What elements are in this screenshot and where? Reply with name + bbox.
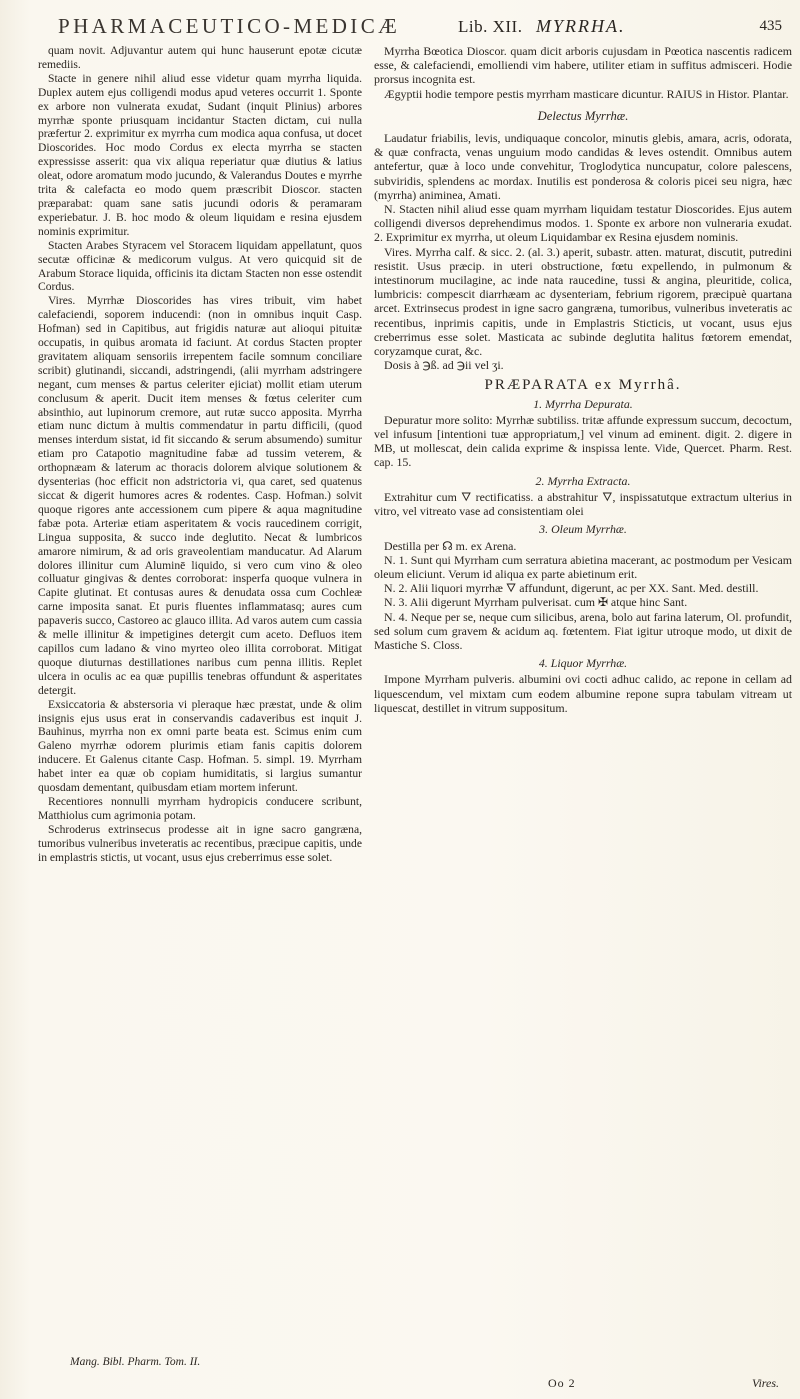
right-subheading: 1. Myrrha Depurata. bbox=[533, 396, 633, 411]
right-paragraph: Extrahitur cum 🜄 rectificatiss. a abstrahitur 🜄, inspissatutque extractum ulterius in vitro, vel vitreato vase ad consistentiam olei bbox=[374, 489, 792, 519]
right-paragraph: Dosis à ℈ß. ad ℈ii vel ʒi. bbox=[384, 358, 504, 373]
left-paragraph: Schroderus extrinsecus prodesse ait in igne sacro gangræna, tumoribus vulneribus inveteratis ac recentibus, præcipue capitis, unde in emplastris stictis, ut vocant, usus ejus creberrimus esse solet. bbox=[38, 822, 362, 864]
left-paragraph: Stacte in genere nihil aliud esse videtur quam myrrha liquida. Duplex autem ejus colligendi modus apud veteres occurrit 1. Sponte ex arbore non vulnerata exudat, Sudant (inquit Plinius) arbores myrrhæ sponte priusquam incidantur Stacten dictam, cui nulla præfertur 2. exprimitur ex myrrha cum modica aqua confusa, ut docet Dioscorides. Hoc modo Cordus ex electa myrrha se stacten expressisse asserit: qua vix aliqua reperiatur quæ diutius & latius oleat, odore aromatum modo jucundo, & Valerandus Doutes e myrrhe trita & calefacta eo modo quem præscribit Dioscor. stacten præparabat: quam sane satis jucundi odoris & peramaram experiebatur. J. B. hoc modo & oleum liquidam e resina ejusdem nominis exprimitur. bbox=[38, 71, 362, 238]
left-paragraph: Vires. Myrrhæ Dioscorides has vires tribuit, vim habet calefaciendi, soporem inducendi: (non in omnibus inquit Casp. Hofman) sed in Capitibus, aut frigidis naturæ aut alioqui pituitæ occupatis, in quibus aromata id faciunt. At cordus Stacten propter gravitatem aliquam sensoriis irrepentem facile somnum conciliare scribit) glutinandi, siccandi, adstringendi, (alii myrrham adstringere negant, cum menses & partus celeriter ejiciat) mollit etiam uterum conclusum & aperit. Ducit item menses & fœtus celeriter cum absinthio, aut lupinorum cremore, aut rutæ succo apposita. Myrrha etiam nunc dictum à multis commendatur in partu difficili, (quod menses interdum sistat, id fit siccando & serum absumendo) sumitur etiam pro Catapotio magnitudine fabæ ad tussim veterem, & orthopnæam & laterum ac thoracis dolorem alvique solutionem & dysenterias (hoc efficit non adstrictoria vi, qua caret, sed quatenus siccat & digerit humores acres & rodentes. Casp. Hofman.) solvit quoque rigores ante accessionem cum pipere & aqua magnitudine fabæ pota. Arteriæ etiam asperitatem & vocis raucedinem corrigit, Lingua supposita, & succo inde deglutito. Necat & lumbricos amarore nimirum, & ad oris graveolentiam manducatur. Ad Alarum dolores illinitur cum Aluminē liquido, si vero cum vino & oleo colluatur gingivas & dentes corroborat: insperfa quoque vulnera in Capite glutinat. Et contusas aures & denudata ossa cum Cochleæ carne imposita sanat. Et puris fluentes inflammatasq; aures cum papaveris succo, Castoreo ac glauco illita. Ad varos autem cum cassia & melle illinitur & impetigines detergit cum aceto. Defluos item capillos cum ladano & vino myrteo oleo illita corroborat. Mitigat quoque diuturnas destillationes naribus cum penna illitis. Replet ulcera in oculis ac ea quæ pupillis tenebras offundunt & asperitates detergit. bbox=[38, 294, 362, 697]
right-paragraph: N. 4. Neque per se, neque cum silicibus, arena, bolo aut farina laterum, Ol. profundit, sed solum cum gravem & acidum aq. fœtentem. Fiat igitur utroque modo, ut dixit de Mastiche S. Closs. bbox=[374, 609, 792, 652]
right-paragraph: N. 2. Alii liquori myrrhæ 🜄 affundunt, digerunt, ac per XX. Sant. Med. destill. bbox=[384, 581, 759, 596]
left-paragraph: Exsiccatoria & abstersoria vi pleraque hæc præstat, unde & olim insignis ejus usus erat in conservandis cadaveribus est inquit J. Bauhinus, myrrha non ex omni parte beata est. Scimus enim cum Galeno myrrhæ odorem plurimis etiam fanis capitis dolorem inducere. Et Galenus citante Casp. Hofman. 5. simpl. 19. Myrrham habet inter ea quæ ob copiam humiditatis, si largius sumantur quosdam dementant, quibusdam etiam mortem inferunt. bbox=[38, 697, 362, 795]
running-title: PHARMACEUTICO-MEDICÆ bbox=[58, 14, 401, 38]
left-paragraph: quam novit. Adjuvantur autem qui hunc hauserunt epotæ cicutæ remediis. bbox=[38, 44, 362, 71]
right-section-heading: PRÆPARATA ex Myrrhâ. bbox=[484, 377, 682, 394]
signature-mark: Oo 2 bbox=[548, 1376, 576, 1390]
right-paragraph: Depuratur more solito: Myrrhæ subtiliss. tritæ affunde expressum succum, decoctum, vel infusum [intentioni tuæ appropriatum,] vel vinum ad eminent. digit. 2. digere in MB, ut mollescat, dein calida exprime & inspissa lente. Vide, Quercet. Pharm. Rest. cap. 15. bbox=[374, 412, 792, 470]
right-subheading: 2. Myrrha Extracta. bbox=[535, 473, 631, 488]
right-paragraph: Laudatur friabilis, levis, undiquaque concolor, minutis glebis, amara, acris, odorata, & quæ confracta, venas unguium modo candidas & leves ostendit. Omnibus autem antefertur, quæ à loco unde convehitur, Troglodytica nuncupatur, colore palescens, subviridis, splendens ac mordax. Inutilis est ponderosa & coloris picei seu nigra, hæc (myrrha) animinea, Amati. bbox=[374, 131, 792, 202]
right-column bbox=[374, 44, 792, 715]
right-paragraph: Myrrha Bœotica Dioscor. quam dicit arboris cujusdam in Pœotica nascentis radicem esse, & calefaciendi, emolliendi vim habere, utiliter etiam in suffitus admisceri. Hodie prorsus incognita est. bbox=[374, 44, 792, 87]
running-header bbox=[58, 8, 786, 44]
left-column bbox=[38, 44, 362, 864]
right-paragraph: N. Stacten nihil aliud esse quam myrrham liquidam testatur Dioscorides. Ejus autem colligendi diversos deprehendimus modos. 1. Sponte ex arbore non vulneraria exudat. 2. Exprimitur ex myrrha, ut oleum Liquidambar ex Resina ejusdem nominis. bbox=[374, 202, 792, 245]
page-number: 435 bbox=[759, 18, 782, 34]
book-number: Lib. XII. bbox=[458, 17, 523, 36]
right-paragraph: N. 1. Sunt qui Myrrham cum serratura abietina macerant, ac postmodum per Vesicam oleum eliciunt. Verum id aliqua ex parte abietinum erit. bbox=[374, 552, 792, 581]
right-paragraph: Destilla per ☊ m. ex Arena. bbox=[384, 538, 517, 553]
right-subheading: 3. Oleum Myrrhæ. bbox=[539, 522, 627, 537]
section-title: MYRRHA. bbox=[536, 16, 626, 36]
left-paragraph: Stacten Arabes Styracem vel Storacem liquidam appellatunt, quos secutæ officinæ & medicorum vulgus. At vero quicquid sit de Arabum Storace liquida, officinis ita dictam Stacten non esse ostendit Cordus. bbox=[38, 238, 362, 294]
right-paragraph: Impone Myrrham pulveris. albumini ovi cocti adhuc calido, ac repone in cellam ad liquescendum, vel mixtam cum eodem albumine repone supra tabulam vitream ut liquescat, destillet in vitrum suppositum. bbox=[374, 672, 792, 715]
right-paragraph: Ægyptii hodie tempore pestis myrrham masticare dicuntur. RAIUS in Histor. Plantar. bbox=[384, 86, 789, 101]
left-paragraph: Recentiores nonnulli myrrham hydropicis conducere scribunt, Matthiolus cum agrimonia potam. bbox=[38, 794, 362, 822]
right-paragraph: Vires. Myrrha calf. & sicc. 2. (al. 3.) aperit, subastr. atten. maturat, discutit, putredini resistit. Usus præcip. in uteri obstructione, fœtu expellendo, in pulmonum & intestinorum mucilagine, ac inde nata raucedine, tussi & angina, pleuritide, colica, lumbricis: compescit diarrhæam ac dysenteriam, febrium rigorem, præcipuè quartana arcet. Extrinsecus prodest in igne sacro gangræna, tumoribus, vulneribus inveteratis ac recentibus, inprimis capitis, unde in Emplastris Sticticis, ut vocant, usus ejus creberrimus esse solet. Masticata ac subinde deglutita halitus fœtorem emendat, coryzamque curat, &c. bbox=[374, 244, 792, 359]
footer-source: Mang. Bibl. Pharm. Tom. II. bbox=[70, 1356, 201, 1368]
right-paragraph: N. 3. Alii digerunt Myrrham pulverisat. cum ✠ atque hinc Sant. bbox=[384, 595, 688, 610]
right-subheading: 4. Liquor Myrrhæ. bbox=[538, 656, 628, 671]
right-heading: Delectus Myrrhæ. bbox=[537, 108, 629, 123]
catchword: Vires. bbox=[752, 1376, 779, 1390]
